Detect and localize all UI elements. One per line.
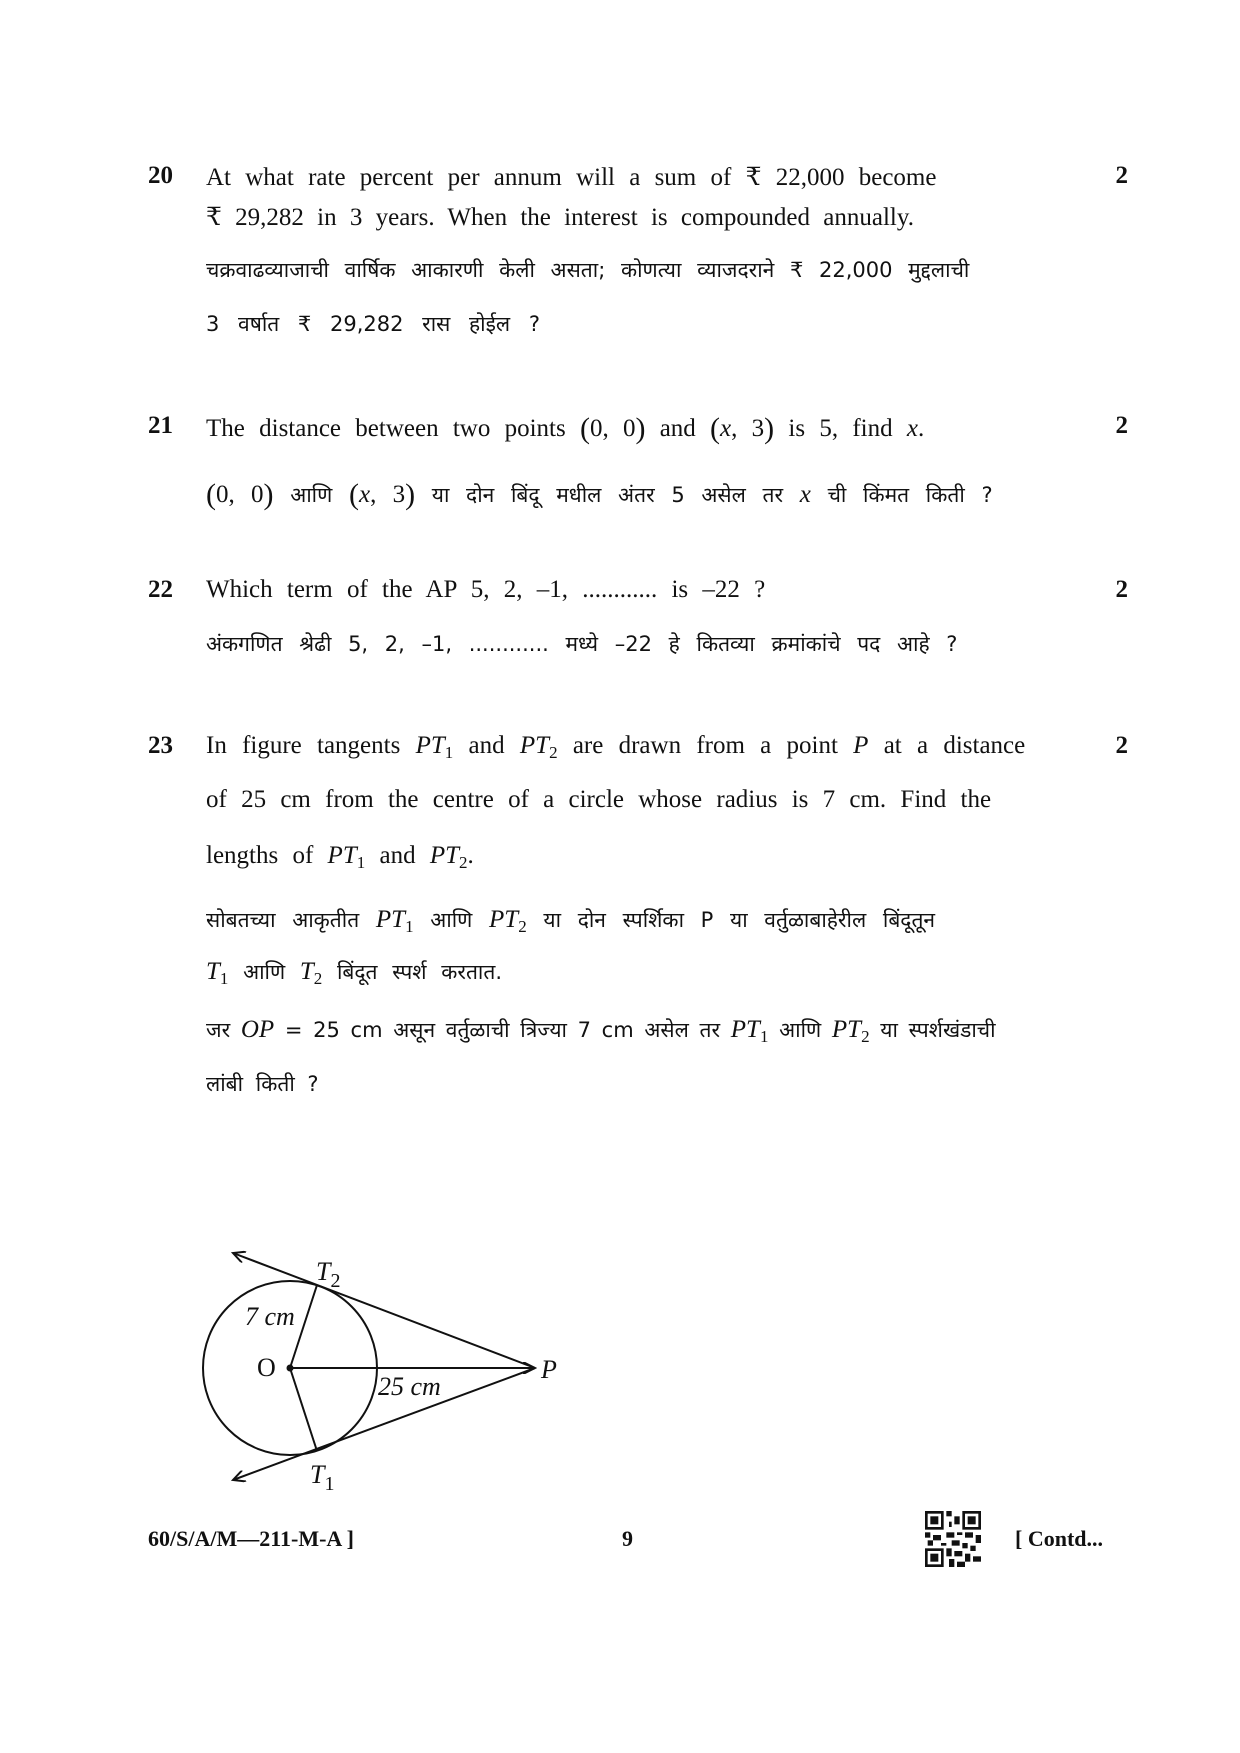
label-p: P bbox=[541, 1355, 557, 1384]
question-text-en bbox=[206, 842, 474, 873]
math: , 3 bbox=[370, 481, 406, 508]
tangent-figure bbox=[195, 1245, 595, 1505]
text: आणि bbox=[290, 483, 333, 507]
math-var: x bbox=[799, 481, 811, 508]
radius-ot1 bbox=[290, 1368, 317, 1451]
label-t1: $T_1$ bbox=[310, 1460, 335, 1495]
marks: 2 bbox=[1115, 162, 1128, 189]
label-t2: $T_2$ bbox=[316, 1257, 341, 1292]
question-number: 21 bbox=[148, 412, 173, 439]
question-text-mr bbox=[206, 478, 993, 512]
paren: ) bbox=[764, 412, 775, 445]
subscript: 1 bbox=[219, 969, 229, 988]
math-var: PT bbox=[831, 1016, 862, 1043]
continued-marker: [ Contd... bbox=[1015, 1526, 1104, 1551]
question-text-mr: लांबी किती ? bbox=[206, 1072, 319, 1096]
question-text-mr bbox=[206, 1016, 996, 1047]
paren: ( bbox=[206, 478, 216, 511]
text: बिंदूत स्पर्श करतात. bbox=[336, 960, 503, 984]
math-var: PT bbox=[730, 1016, 760, 1043]
text: = 25 cm असून वर्तुळाची त्रिज्या 7 cm असेल तर bbox=[284, 1018, 721, 1042]
math-var: PT bbox=[415, 732, 445, 759]
text: lengths of bbox=[206, 842, 314, 869]
math-var: OP bbox=[240, 1016, 275, 1043]
question-text-mr: अंकगणित श्रेढी 5, 2, –1, ............ मध्ये –22 हे कितव्या क्रमांकांचे पद आहे ? bbox=[206, 632, 958, 656]
text: at a distance bbox=[883, 732, 1026, 759]
subscript: 2 bbox=[861, 1027, 870, 1046]
text: In figure tangents bbox=[206, 732, 401, 759]
page-number: 9 bbox=[622, 1526, 633, 1551]
math-var: PT bbox=[375, 906, 406, 933]
question-text-en: ₹ 29,282 in 3 years. When the interest is compounded annually. bbox=[206, 204, 914, 231]
text: या स्पर्शखंडाची bbox=[880, 1018, 996, 1042]
math-var: PT bbox=[429, 842, 460, 869]
question-text-en: Which term of the AP 5, 2, –1, ............ is –22 ? bbox=[206, 576, 766, 603]
question-text-en: At what rate percent per annum will a sum of ₹ 22,000 become bbox=[206, 164, 937, 191]
text: and bbox=[468, 732, 505, 759]
paren: ( bbox=[710, 412, 721, 445]
math-var: T bbox=[206, 958, 220, 985]
paren: ) bbox=[263, 478, 274, 511]
paper-code: 60/S/A/M—211-M-A ] bbox=[148, 1526, 354, 1551]
text: ची किंमत किती ? bbox=[827, 483, 993, 507]
center-point bbox=[287, 1365, 294, 1372]
paren: ( bbox=[348, 478, 359, 511]
label-distance: 25 cm bbox=[378, 1372, 441, 1401]
text: are drawn from a point bbox=[572, 732, 838, 759]
subscript: 1 bbox=[356, 853, 366, 872]
math-var: PT bbox=[519, 732, 550, 759]
question-number: 22 bbox=[148, 576, 173, 603]
math: 0, 0 bbox=[589, 415, 636, 442]
subscript: 2 bbox=[459, 853, 468, 872]
paren: ( bbox=[579, 412, 590, 445]
text: and bbox=[659, 415, 696, 442]
math-var: T bbox=[299, 958, 314, 985]
text: . bbox=[467, 842, 474, 869]
qr-code-icon bbox=[925, 1511, 981, 1567]
math-var: x bbox=[358, 481, 371, 508]
subscript: 2 bbox=[518, 917, 527, 936]
text: सोबतच्या आकृतीत bbox=[206, 908, 360, 932]
text: या दोन बिंदू मधील अंतर 5 असेल तर bbox=[431, 483, 784, 507]
math: , 3 bbox=[731, 415, 765, 442]
text: या दोन स्पर्शिका P या वर्तुळाबाहेरील बिंदूतून bbox=[543, 908, 936, 932]
subscript: 2 bbox=[313, 969, 323, 988]
text: . bbox=[917, 415, 925, 442]
question-number: 23 bbox=[148, 732, 173, 759]
text: and bbox=[379, 842, 416, 869]
question-text-mr bbox=[206, 906, 935, 937]
marks: 2 bbox=[1115, 732, 1128, 759]
subscript: 1 bbox=[759, 1027, 769, 1046]
label-o: O bbox=[257, 1353, 276, 1382]
question-text-mr: चक्रवाढव्याजाची वार्षिक आकारणी केली असता; कोणत्या व्याजदराने ₹ 22,000 मुद्दलाची bbox=[206, 258, 970, 282]
question-text-mr bbox=[206, 958, 502, 989]
text: जर bbox=[206, 1018, 231, 1042]
subscript: 1 bbox=[444, 743, 454, 762]
math: 0, 0 bbox=[216, 481, 264, 508]
math-var: PT bbox=[489, 906, 519, 933]
math-var: P bbox=[853, 732, 869, 759]
paren: ) bbox=[635, 412, 646, 445]
math-var: x bbox=[906, 415, 918, 442]
subscript: 1 bbox=[405, 917, 414, 936]
subscript: 2 bbox=[549, 743, 558, 762]
math-var: x bbox=[720, 415, 732, 442]
label-radius: 7 cm bbox=[245, 1302, 295, 1331]
question-text-en: of 25 cm from the centre of a circle whose radius is 7 cm. Find the bbox=[206, 786, 992, 813]
text: The distance between two points bbox=[206, 415, 566, 442]
question-number: 20 bbox=[148, 162, 173, 189]
text: आणि bbox=[430, 908, 473, 932]
text: is 5, find bbox=[788, 415, 893, 442]
text: आणि bbox=[779, 1018, 822, 1042]
marks: 2 bbox=[1115, 412, 1128, 439]
paren: ) bbox=[405, 478, 416, 511]
question-text-en bbox=[206, 732, 1025, 763]
question-text-mr: 3 वर्षात ₹ 29,282 रास होईल ? bbox=[206, 312, 540, 336]
text: आणि bbox=[243, 960, 286, 984]
math-var: PT bbox=[327, 842, 357, 869]
question-text-en bbox=[206, 412, 924, 446]
marks: 2 bbox=[1115, 576, 1128, 603]
